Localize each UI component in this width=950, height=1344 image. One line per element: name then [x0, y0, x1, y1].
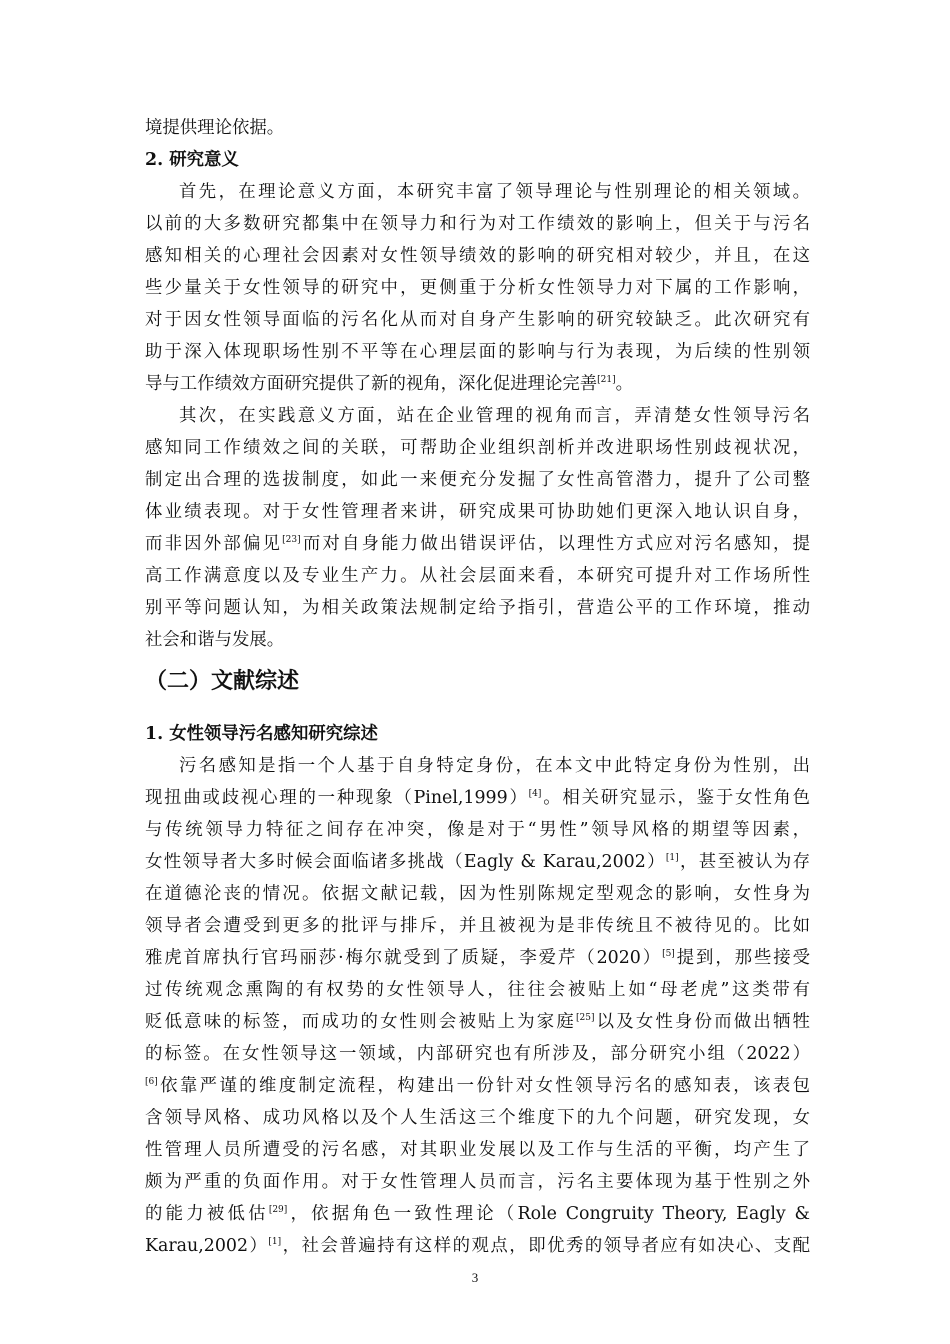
page-number: 3: [471, 1270, 479, 1285]
text-line: 助于深入体现职场性别不平等在心理层面的影响与行为表现，为后续的性别领: [145, 342, 810, 362]
citation: [4]: [528, 789, 542, 799]
text-line: 感知同工作绩效之间的关联，可帮助企业组织剖析并改进职场性别歧视状况，: [145, 438, 810, 458]
text-line: 污名感知是指一个人基于自身特定身份，在本文中此特定身份为性别，出: [179, 756, 810, 776]
text-line: 制定出合理的选拔制度，如此一来便充分发掘了女性高管潜力，提升了公司整: [145, 470, 810, 490]
citation: [6]: [145, 1077, 158, 1087]
text-line: 与传统领导力特征之间存在冲突，像是对于“男性”领导风格的期望等因素，: [145, 820, 810, 840]
text-span: ，社会普遍持有这样的观点，即优秀的领导者应有如决心、支配: [281, 1236, 810, 1256]
text-line: 体业绩表现。对于女性管理者来讲，研究成果可协助她们更深入地认识自身，: [145, 502, 810, 522]
text-line: [145, 1070, 810, 1102]
citation: [23]: [282, 535, 301, 545]
paragraph-fragment: 境提供理论依据。: [145, 118, 285, 138]
citation: [29]: [268, 1205, 288, 1215]
text-line: 颇为严重的负面作用。对于女性管理人员而言，污名主要体现为基于性别之外: [145, 1172, 810, 1192]
text-span: 而非因外部偏见: [145, 534, 283, 554]
text-line: [145, 1006, 810, 1038]
text-line: 高工作满意度以及专业生产力。从社会层面来看，本研究可提升对工作场所性: [145, 566, 810, 586]
text-span: 而对自身能力做出错误评估，以理性方式应对污名感知，提: [300, 534, 810, 554]
text-line: [145, 368, 810, 400]
text-span: 的能力被低估: [145, 1204, 269, 1224]
text-line: [145, 1198, 810, 1230]
text-line: 首先，在理论意义方面，本研究丰富了领导理论与性别理论的相关领域。: [179, 182, 810, 202]
text-line: 感知相关的心理社会因素对女性领导绩效的影响的研究相对较少，并且，在这: [145, 246, 810, 266]
text-line: 的标签。在女性领导这一领域，内部研究也有所涉及，部分研究小组（2022）: [145, 1044, 810, 1064]
citation: [1]: [665, 853, 679, 863]
text-span: 。: [615, 374, 634, 394]
section-heading-significance: 2. 研究意义: [145, 150, 239, 170]
text-line: [145, 1230, 810, 1262]
text-span: 女性领导者大多时候会面临诸多挑战（Eagly & Karau,2002）: [145, 852, 666, 872]
text-span: 提到，那些接受: [674, 948, 810, 968]
citation: [21]: [597, 375, 616, 385]
citation: [25]: [576, 1013, 595, 1023]
text-line: [145, 846, 810, 878]
text-line: 以前的大多数研究都集中在领导力和行为对工作绩效的影响上，但关于与污名: [145, 214, 810, 234]
text-span: 雅虎首席执行官玛丽莎·梅尔就受到了质疑，李爱芹（2020）: [145, 948, 663, 968]
subsection-heading: 1. 女性领导污名感知研究综述: [145, 724, 378, 744]
text-line: [145, 782, 810, 814]
text-line: 在道德沦丧的情况。依据文献记载，因为性别陈规定型观念的影响，女性身为: [145, 884, 810, 904]
citation: [5]: [662, 949, 675, 959]
text-line: 过传统观念熏陶的有权势的女性领导人，往往会被贴上如“母老虎”这类带有: [145, 980, 810, 1000]
text-line: 性管理人员所遭受的污名感，对其职业发展以及工作与生活的平衡，均产生了: [145, 1140, 810, 1160]
text-span: ，依据角色一致性理论（Role Congruity Theory, Eagly &: [287, 1204, 810, 1224]
text-span: 贬低意味的标签，而成功的女性则会被贴上为家庭: [145, 1012, 576, 1032]
section-heading-literature-review: （二）文献综述: [145, 668, 300, 694]
text-line: 含领导风格、成功风格以及个人生活这三个维度下的九个问题，研究发现，女: [145, 1108, 810, 1128]
text-line: [145, 528, 810, 560]
text-span: 。相关研究显示，鉴于女性角色: [541, 788, 810, 808]
text-span: 导与工作绩效方面研究提供了新的视角，深化促进理论完善: [145, 374, 598, 394]
text-line: 些少量关于女性领导的研究中，更侧重于分析女性领导力对下属的工作影响，: [145, 278, 810, 298]
text-line: 社会和谐与发展。: [145, 630, 285, 650]
text-line: 别平等问题认知，为相关政策法规制定给予指引，营造公平的工作环境，推动: [145, 598, 810, 618]
text-line: 对于因女性领导面临的污名化从而对自身产生影响的研究较缺乏。此次研究有: [145, 310, 810, 330]
text-span: 以及女性身份而做出牺牲: [594, 1012, 810, 1032]
citation: [1]: [268, 1237, 282, 1247]
text-line: 其次，在实践意义方面，站在企业管理的视角而言，弄清楚女性领导污名: [179, 406, 810, 426]
text-line: 领导者会遭受到更多的批评与排斥，并且被视为是非传统且不被待见的。比如: [145, 916, 810, 936]
text-span: 现扭曲或歧视心理的一种现象（Pinel,1999）: [145, 788, 529, 808]
text-span: ，甚至被认为存: [678, 852, 810, 872]
text-line: [145, 942, 810, 974]
text-span: 依靠严谨的维度制定流程，构建出一份针对女性领导污名的感知表，该表包: [157, 1076, 810, 1096]
text-span: Karau,2002）: [145, 1236, 269, 1256]
